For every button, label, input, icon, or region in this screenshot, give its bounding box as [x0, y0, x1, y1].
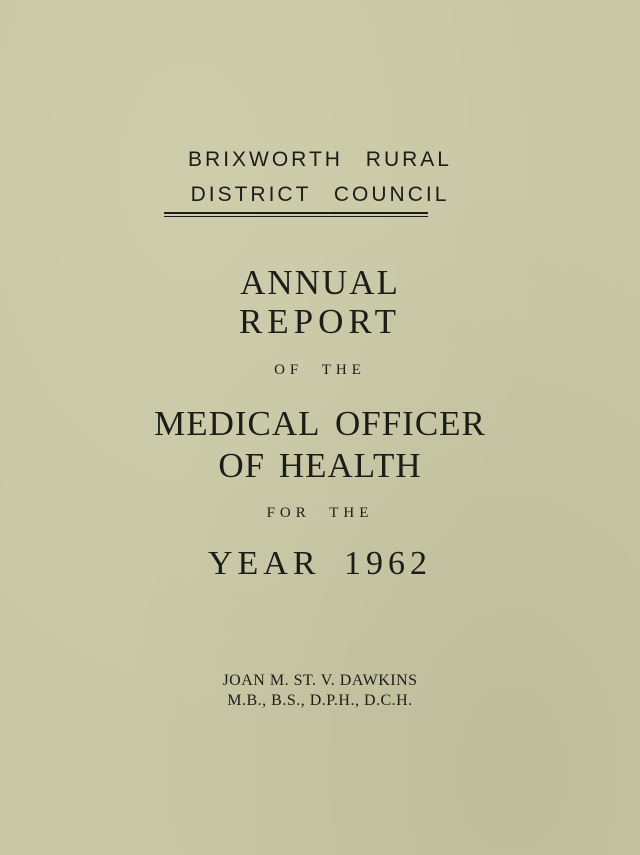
author-name: JOAN M. ST. V. DAWKINS — [222, 672, 418, 689]
title-medical-officer: MEDICAL OFFICER — [154, 404, 486, 443]
title-annual: ANNUAL — [240, 263, 400, 302]
title-of-health: OF HEALTH — [218, 446, 422, 485]
council-name-line-2: DISTRICT COUNCIL — [190, 183, 450, 206]
subtitle-for-the: FOR THE — [266, 505, 374, 521]
council-name-line-1: BRIXWORTH RURAL — [188, 148, 452, 171]
title-report: REPORT — [238, 302, 402, 341]
subtitle-of-the: OF THE — [274, 362, 366, 378]
double-rule-bottom — [164, 216, 428, 217]
title-year: YEAR 1962 — [207, 545, 433, 582]
double-rule-top — [164, 212, 428, 214]
author-qualifications: M.B., B.S., D.P.H., D.C.H. — [227, 692, 413, 709]
